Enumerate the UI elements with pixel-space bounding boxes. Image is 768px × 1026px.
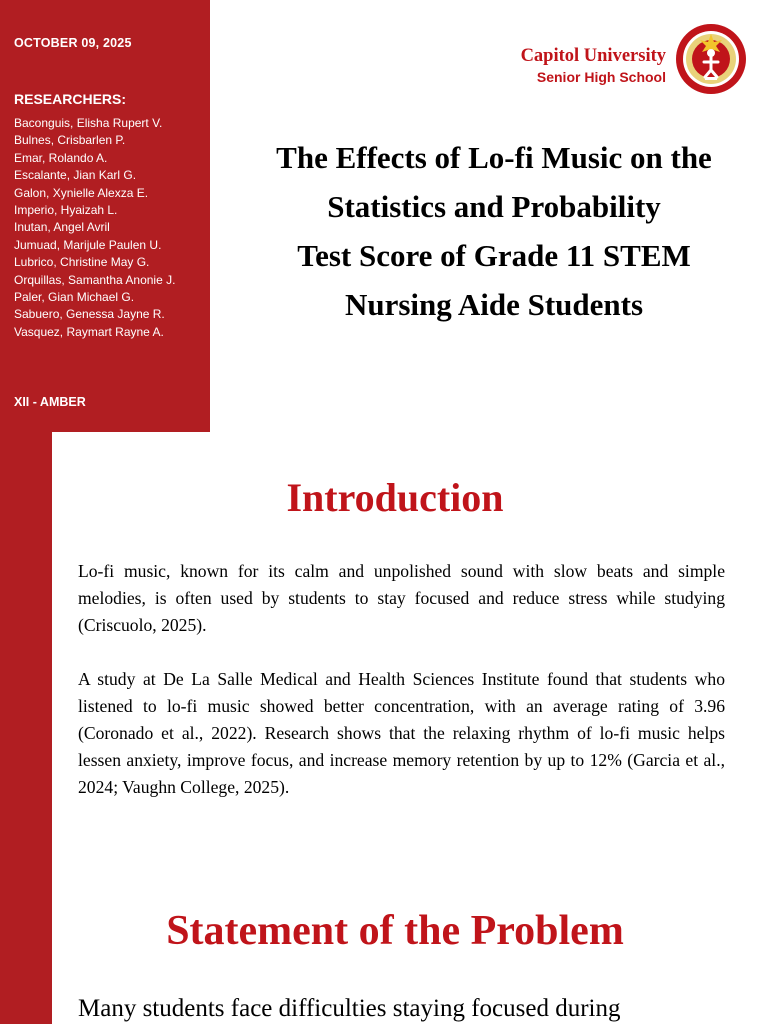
researcher-name: Emar, Rolando A.	[14, 150, 108, 165]
researcher-name: Imperio, Hyaizah L.	[14, 203, 118, 218]
title-line: Statistics and Probability	[327, 189, 661, 224]
researcher-name: Bulnes, Crisbarlen P.	[14, 133, 126, 148]
researcher-name: Inutan, Angel Avril	[14, 220, 110, 235]
researcher-name: Galon, Xynielle Alexza E.	[14, 185, 149, 200]
researchers-sidebar	[0, 0, 210, 432]
researcher-name: Lubrico, Christine May G.	[14, 255, 150, 270]
university-heading	[521, 45, 666, 87]
title-line: Nursing Aide Students	[344, 287, 644, 322]
researcher-name: Sabuero, Genessa Jayne R.	[14, 307, 165, 322]
capitol-university-seal-icon	[674, 22, 748, 101]
poster-date: OCTOBER 09, 2025	[14, 36, 132, 50]
researcher-name: Jumuad, Marijule Paulen U.	[14, 237, 162, 252]
title-line: Test Score of Grade 11 STEM	[297, 238, 691, 273]
section-label: XII - AMBER	[14, 395, 86, 409]
problem-heading: Statement of the Problem	[166, 908, 624, 954]
problem-paragraph: Many students face difficulties staying focused during	[78, 995, 621, 1022]
researcher-name: Escalante, Jian Karl G.	[14, 168, 137, 183]
researcher-name: Baconguis, Elisha Rupert V.	[14, 116, 163, 130]
title-line: The Effects of Lo-fi Music on the	[276, 140, 712, 175]
researcher-name: Vasquez, Raymart Rayne A.	[14, 324, 164, 339]
introduction-paragraph: A study at De La Salle Medical and Health Sciences Institute found that students who listened to lo-fi music showed better concentration, with an average rating of 3.96 (Coronado et al., 2022). Research shows that the relaxing rhythm of lo-fi music helps lessen anxiety, improve focus, and increase memory retention by up to 12% (Garcia et al., 2024; Vaughn College, 2025).	[78, 669, 725, 797]
researchers-heading: RESEARCHERS:	[14, 91, 127, 107]
researcher-name: Paler, Gian Michael G.	[14, 290, 135, 305]
poster-title	[230, 133, 758, 329]
researcher-name: Orquillas, Samantha Anonie J.	[14, 272, 176, 287]
introduction-paragraph: Lo-fi music, known for its calm and unpolished sound with slow beats and simple melodies, is often used by students to stay focused and reduce stress while studying (Criscuolo, 2025).	[78, 561, 725, 635]
school-name: Senior High School	[536, 69, 666, 85]
introduction-heading: Introduction	[286, 475, 504, 520]
university-name: Capitol University	[520, 46, 666, 66]
researchers-list	[14, 115, 175, 341]
